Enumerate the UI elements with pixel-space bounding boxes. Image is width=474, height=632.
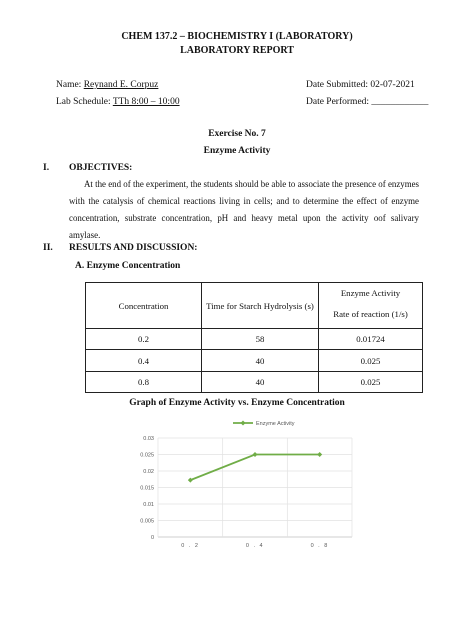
table-row bbox=[86, 350, 423, 372]
schedule-value: TTh 8:00 – 10:00 bbox=[112, 97, 180, 107]
name-label: Name: bbox=[56, 80, 84, 90]
cell-time: 40 bbox=[202, 372, 319, 393]
series-line bbox=[190, 455, 319, 481]
data-point bbox=[188, 478, 193, 483]
schedule-label: Lab Schedule: bbox=[56, 97, 113, 107]
date-performed bbox=[306, 97, 428, 107]
y-tick-label: 0.025 bbox=[140, 452, 154, 459]
objectives-heading: OBJECTIVES: bbox=[69, 163, 133, 173]
y-tick-label: 0.015 bbox=[140, 485, 154, 492]
performed-blank: ____________ bbox=[371, 97, 429, 107]
x-tick-label: 0 . 4 bbox=[245, 543, 265, 549]
course-title: CHEM 137.2 – BIOCHEMISTRY I (LABORATORY) bbox=[121, 31, 353, 42]
legend-label: Enzyme Activity bbox=[256, 421, 295, 427]
cell-rate: 0.01724 bbox=[319, 329, 423, 350]
y-tick-label: 0.03 bbox=[143, 436, 154, 442]
table-row bbox=[86, 329, 423, 350]
header-rate: Rate of reaction (1/s) bbox=[319, 300, 423, 329]
exercise-number: Exercise No. 7 bbox=[208, 129, 266, 139]
header-concentration: Concentration bbox=[86, 283, 202, 329]
objectives-numeral: I. bbox=[43, 163, 50, 173]
date-submitted: Date Submitted: 02-07-2021 bbox=[306, 80, 415, 90]
results-subheading: A. Enzyme Concentration bbox=[75, 261, 181, 271]
cell-concentration: 0.4 bbox=[86, 350, 202, 372]
data-point bbox=[253, 452, 258, 457]
objectives-text: At the end of the experiment, the students should be able to associate the presence of enzymes with the catalysis of chemical reactions living in cells; and to determine the effect of enzyme concentration, substrate concentration, pH and heavy metal upon the activity oof salivary amylase. bbox=[69, 179, 419, 240]
cell-concentration: 0.2 bbox=[86, 329, 202, 350]
results-numeral: II. bbox=[43, 243, 53, 253]
y-tick-label: 0.005 bbox=[140, 518, 154, 525]
schedule-line bbox=[56, 97, 180, 107]
results-heading: RESULTS AND DISCUSSION: bbox=[69, 243, 198, 253]
name-line bbox=[56, 80, 158, 90]
x-tick-label: 0 . 8 bbox=[310, 543, 329, 549]
cell-time: 40 bbox=[202, 350, 319, 372]
chart-title: Graph of Enzyme Activity vs. Enzyme Concentration bbox=[129, 398, 345, 408]
y-tick-label: 0 bbox=[150, 535, 154, 541]
enzyme-activity-chart bbox=[120, 412, 360, 557]
cell-rate: 0.025 bbox=[319, 350, 423, 372]
header-time: Time for Starch Hydrolysis (s) bbox=[202, 283, 319, 329]
y-tick-label: 0.01 bbox=[143, 502, 154, 508]
legend-marker bbox=[241, 421, 246, 426]
cell-time: 58 bbox=[202, 329, 319, 350]
data-point bbox=[317, 452, 322, 457]
table-header-row bbox=[86, 283, 423, 301]
header-enzyme-activity: Enzyme Activity bbox=[319, 283, 423, 301]
x-tick-label: 0 . 2 bbox=[181, 543, 200, 549]
name-value: Reynand E. Corpuz bbox=[83, 80, 159, 90]
y-tick-label: 0.02 bbox=[143, 469, 154, 475]
performed-label: Date Performed: bbox=[306, 97, 372, 107]
cell-concentration: 0.8 bbox=[86, 372, 202, 393]
cell-rate: 0.025 bbox=[319, 372, 423, 393]
exercise-title: Enzyme Activity bbox=[203, 146, 271, 156]
results-table bbox=[85, 282, 423, 393]
report-title: LABORATORY REPORT bbox=[180, 45, 294, 56]
table-row bbox=[86, 372, 423, 393]
